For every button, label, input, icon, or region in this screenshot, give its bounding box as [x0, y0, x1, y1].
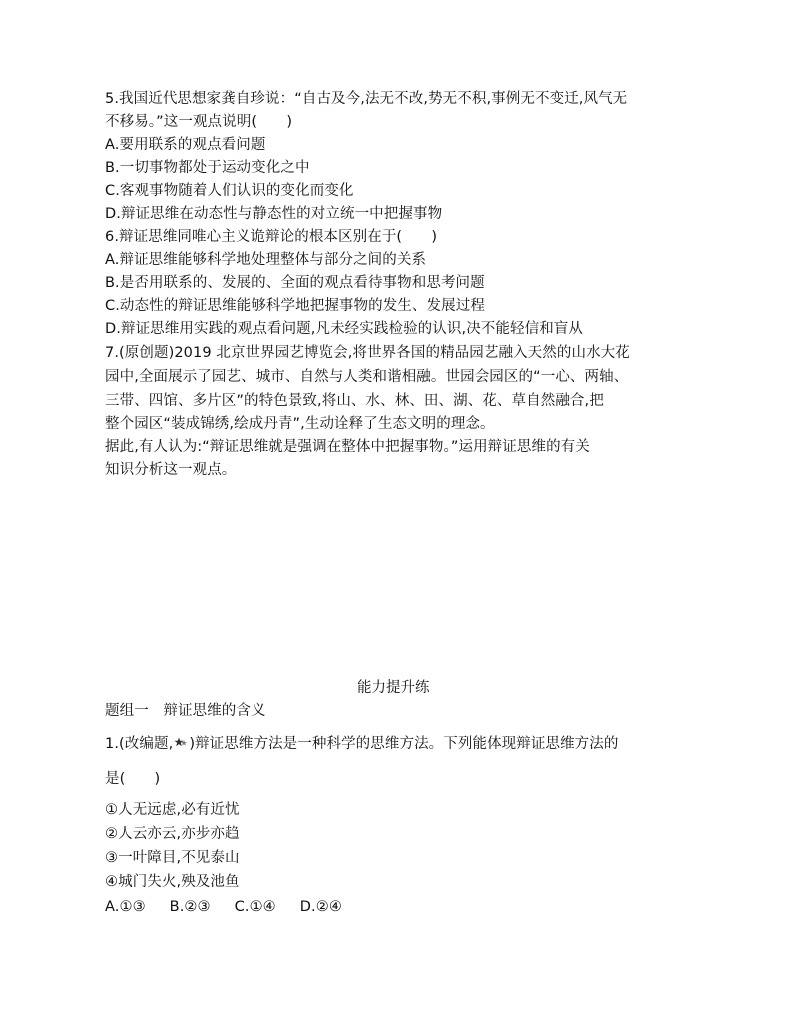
q1-item-2: ②人云亦云,亦步亦趋 — [105, 826, 240, 842]
q5-option-a: A.要用联系的观点看问题 — [105, 137, 266, 153]
q7-line-6: 知识分析这一观点。 — [105, 462, 237, 478]
q1-choice-a: A.①③ — [105, 899, 146, 915]
q1-stem-suffix: )辩证思维方法是一种科学的思维方法。下列能体现辩证思维方法的 — [189, 736, 619, 752]
question-group-title: 题组一 辩证思维的含义 — [105, 703, 266, 719]
q6-option-d: D.辩证思维用实践的观点看问题,凡未经实践检验的认识,决不能轻信和盲从 — [105, 321, 583, 337]
q1-item-4: ④城门失火,殃及池鱼 — [105, 874, 240, 890]
q5-option-b: B.一切事物都处于运动变化之中 — [105, 160, 310, 176]
q6-option-a: A.辩证思维能够科学地处理整体与部分之间的关系 — [105, 252, 427, 268]
q1-choice-d: D.②④ — [299, 899, 342, 915]
q1-stem-line2: 是( ) — [105, 771, 161, 787]
q1-choice-c: C.①④ — [234, 899, 276, 915]
q1-item-1: ①人无远虑,必有近忧 — [105, 802, 240, 818]
q1-choice-b: B.②③ — [169, 899, 211, 915]
q5-option-c: C.客观事物随着人们认识的变化而变化 — [105, 183, 354, 199]
q1-stem-line1 — [105, 733, 618, 755]
q1-stem-prefix: 1.(改编题, — [105, 736, 174, 752]
q1-item-3: ③一叶障目,不见泰山 — [105, 850, 240, 866]
q5-option-d: D.辩证思维在动态性与静态性的对立统一中把握事物 — [105, 206, 443, 222]
q6-option-b: B.是否用联系的、发展的、全面的观点看待事物和思考问题 — [105, 275, 485, 291]
q1-choices — [105, 896, 366, 918]
q6-option-c: C.动态性的辩证思维能够科学地把握事物的发生、发展过程 — [105, 298, 485, 314]
q7-line-4: 整个园区“装成锦绣,绘成丹青”,生动诠释了生态文明的理念。 — [105, 416, 495, 432]
star-icon — [174, 734, 188, 746]
q7-line-1: 7.(原创题)2019 北京世界园艺博览会,将世界各国的精品园艺融入天然的山水大花 — [105, 345, 630, 361]
q7-line-3: 三带、四馆、多片区”的特色景致,将山、水、林、田、湖、花、草自然融合,把 — [105, 393, 604, 409]
q7-line-2: 园中,全面展示了园艺、城市、自然与人类和谐相融。世园会园区的“一心、两轴、 — [105, 369, 629, 385]
section-title: 能力提升练 — [357, 680, 430, 696]
q6-stem: 6.辩证思维同唯心主义诡辩论的根本区别在于( ) — [105, 229, 438, 245]
q5-stem-line1: 5.我国近代思想家龚自珍说：“自古及今,法无不改,势无不积,事例无不变迁,风气无 — [105, 91, 628, 107]
q7-line-5: 据此,有人认为:“辩证思维就是强调在整体中把握事物。”运用辩证思维的有关 — [105, 439, 590, 455]
q5-stem-line2: 不移易。”这一观点说明( ) — [105, 114, 293, 130]
